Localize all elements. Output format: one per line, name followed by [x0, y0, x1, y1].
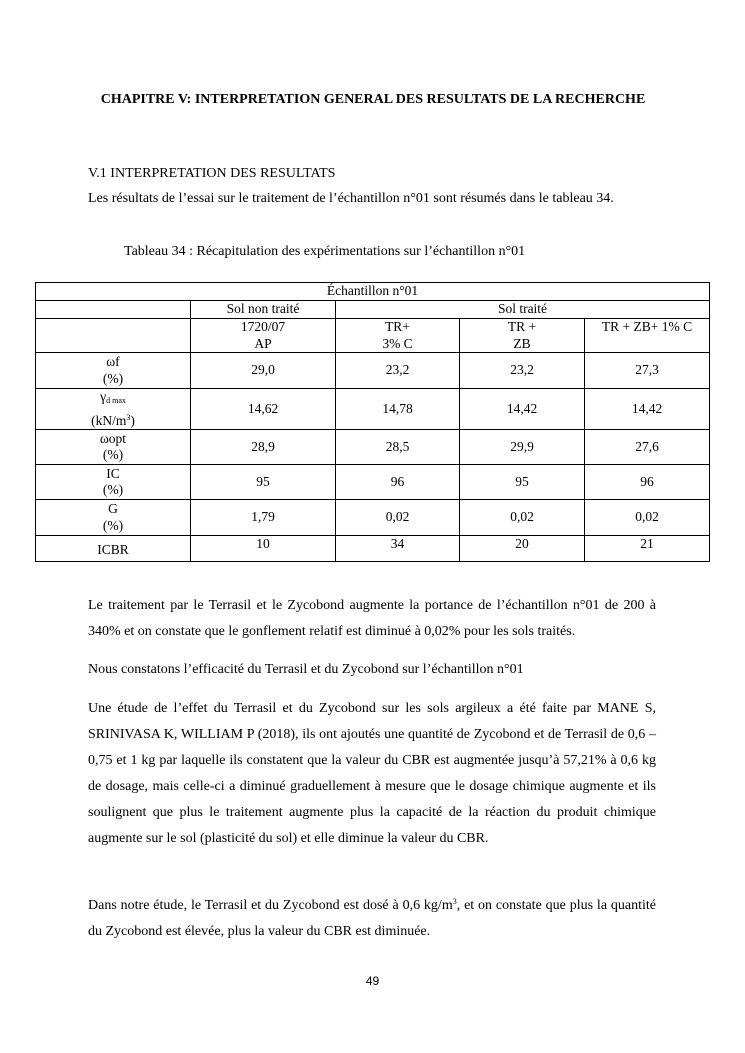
table-cell: 20 — [460, 536, 585, 562]
table-cell: 29,0 — [191, 353, 336, 389]
paragraph-4: Dans notre étude, le Terrasil et du Zycobond est dosé à 0,6 $kg/m^3$, et on constate que plus la quantité du Zycobond est élevée, plus la valeur du CBR est diminuée. — [88, 897, 656, 939]
chapter-title: CHAPITRE V: INTERPRETATION GENERAL DES RESULTATS DE LA RECHERCHE — [100, 92, 646, 107]
table-cell: 34 — [336, 536, 460, 562]
page-number: 49 — [365, 974, 380, 988]
table-cell: 28,5 — [336, 430, 460, 465]
table-cell: 10 — [191, 536, 336, 562]
paragraph-1: Le traitement par le Terrasil et le Zycobond augmente la portance de l’échantillon n°01 de 200 à 340% et on constate que le gonflement relatif est diminué à 0,02% pour les sols traités. — [88, 598, 656, 639]
table-cell: 96 — [336, 465, 460, 500]
table-col-header: TR + ZB+ 1% C — [585, 319, 710, 353]
table-cell: 95 — [191, 465, 336, 500]
table-row — [36, 353, 710, 389]
table-col-header: TR+ 3% C — [336, 319, 460, 353]
table-cell: 14,42 — [585, 389, 710, 430]
table-col-header: 1720/07 AP — [191, 319, 336, 353]
table-row — [36, 500, 710, 536]
table-header-untreated: Sol non traité — [191, 301, 336, 319]
table-cell: 27,6 — [585, 430, 710, 465]
table-header-empty — [36, 301, 191, 319]
results-table — [35, 282, 710, 562]
table-cell: 96 — [585, 465, 710, 500]
table-cell: 14,78 — [336, 389, 460, 430]
row-label: ICBR — [36, 536, 191, 562]
table-header-sample: Échantillon n°01 — [36, 283, 710, 301]
table-col-header: TR + ZB — [460, 319, 585, 353]
paragraph-3: Une étude de l’effet du Terrasil et du Zycobond sur les sols argileux a été faite par MANE S, SRINIVASA K, WILLIAM P (2018), ils ont ajoutés une quantité de Zycobond et de Terrasil de 0,6 – 0,75 et 1 kg par laquelle ils constatent que la valeur du CBR est augmentée jusqu’à 57,21% à 0,6 kg de dosage, mais celle-ci a diminué graduellement à mesure que le dosage chimique augmente et ils soulignent que plus le traitement augmente plus la capacité de la réaction du produit chimique augmente sur le sol (plasticité du sol) et elle diminue la valeur du CBR. — [88, 701, 656, 846]
row-label: $\gamma_{d max}$ $(kN/m^3)$ — [36, 389, 191, 430]
table-cell: 95 — [460, 465, 585, 500]
table-cell: 23,2 — [336, 353, 460, 389]
intro-paragraph: Les résultats de l’essai sur le traitement de l’échantillon n°01 sont résumés dans le tableau 34. — [88, 191, 614, 206]
table-row — [36, 389, 710, 430]
table-caption: Tableau 34 : Récapitulation des expérimentations sur l’échantillon n°01 — [124, 244, 526, 259]
row-label: IC (%) — [36, 465, 191, 500]
table-cell: 14,42 — [460, 389, 585, 430]
table-row — [36, 465, 710, 500]
table-row — [36, 430, 710, 465]
row-label: G (%) — [36, 500, 191, 536]
table-cell: 0,02 — [460, 500, 585, 536]
table-cell: 27,3 — [585, 353, 710, 389]
table-cell: 23,2 — [460, 353, 585, 389]
table-header-param — [36, 319, 191, 353]
row-label: ωopt (%) — [36, 430, 191, 465]
paragraph-2: Nous constatons l’efficacité du Terrasil et du Zycobond sur l’échantillon n°01 — [88, 662, 524, 677]
table-cell: 1,79 — [191, 500, 336, 536]
row-label: ωf (%) — [36, 353, 191, 389]
table-row — [36, 536, 710, 562]
table-cell: 0,02 — [585, 500, 710, 536]
table-cell: 21 — [585, 536, 710, 562]
table-cell: 0,02 — [336, 500, 460, 536]
table-cell: 28,9 — [191, 430, 336, 465]
table-cell: 14,62 — [191, 389, 336, 430]
table-header-treated: Sol traité — [336, 301, 710, 319]
table-cell: 29,9 — [460, 430, 585, 465]
section-title: V.1 INTERPRETATION DES RESULTATS — [88, 166, 336, 181]
